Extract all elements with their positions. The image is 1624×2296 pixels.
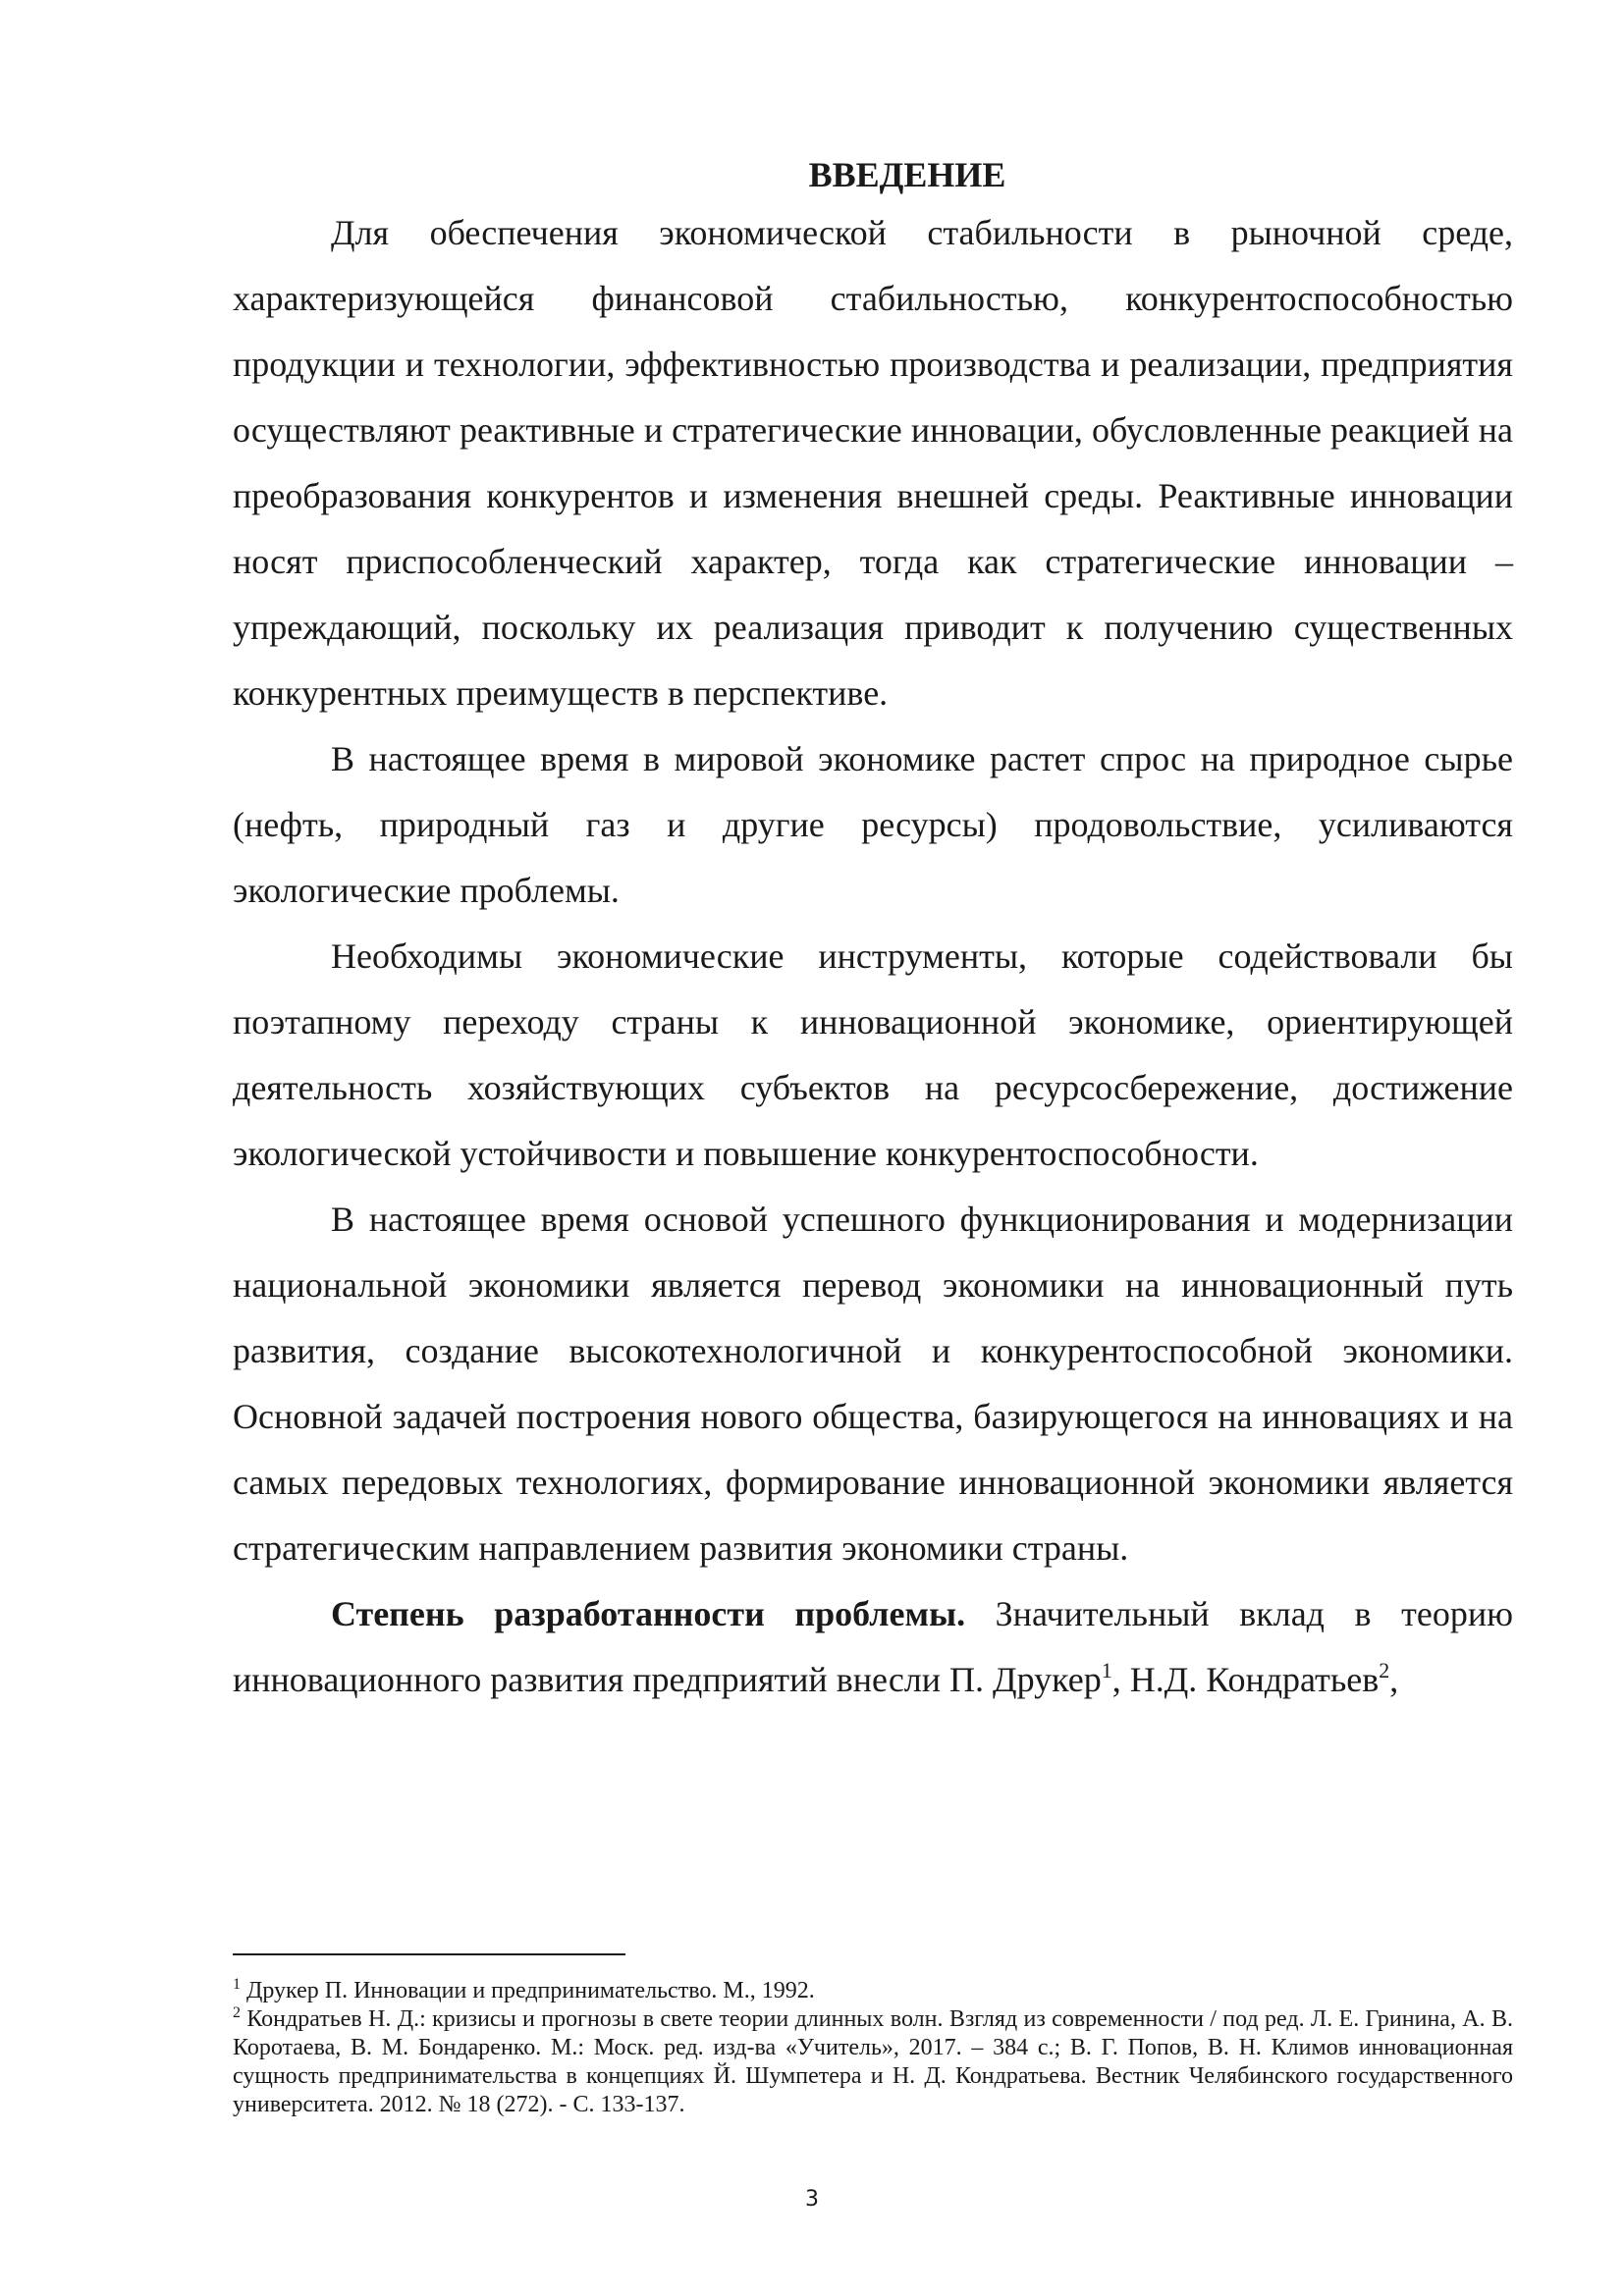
paragraph-5-text-3: ,	[1389, 1660, 1399, 1699]
footnotes	[233, 1953, 1513, 2119]
paragraph-5	[233, 1581, 1513, 1713]
footnote-separator	[233, 1953, 625, 1955]
footnote-mark-2: 2	[233, 2004, 241, 2021]
paragraph-5-text-2: , Н.Д. Кондратьев	[1111, 1660, 1380, 1699]
footnote-ref-1[interactable]: 1	[1101, 1658, 1112, 1682]
footnote-text-1: Друкер П. Инновации и предпринимательство. М., 1992.	[241, 1978, 815, 2003]
footnote-text-2: Кондратьев Н. Д.: кризисы и прогнозы в свете теории длинных волн. Взгляд из современности / под ред. Л. Е. Гринина, А. В. Коротаева, В. М. Бондаренко. М.: Моск. ред. изд-ва «Учитель», 2017. – 384 с.; В. Г. Попов, В. Н. Климов инновационная сущность предпринимательства в концепциях Й. Шумпетера и Н. Д. Кондратьева. Вестник Челябинского государственного университета. 2012. № 18 (272). - С. 133-137.	[233, 2006, 1513, 2117]
footnote-ref-2[interactable]: 2	[1379, 1658, 1390, 1682]
paragraph-4: В настоящее время основой успешного функционирования и модернизации национальной экономики является перевод экономики на инновационный путь развития, создание высокотехнологичной и конкурентоспособной экономики. Основной задачей построения нового общества, базирующегося на инновациях и на самых передовых технологиях, формирование инновационной экономики является стратегическим направлением развития экономики страны.	[233, 1200, 1513, 1568]
footnote-mark-1: 1	[233, 1976, 241, 1993]
page-number: 3	[805, 2187, 819, 2212]
footnote-2	[233, 2005, 1513, 2119]
section-lead: Степень разработанности проблемы.	[331, 1594, 966, 1633]
footnote-1	[233, 1977, 1513, 2005]
paragraph-1: Для обеспечения экономической стабильности в рыночной среде, характеризующейся финансовой стабильностью, конкурентоспособностью продукции и технологии, эффективностью производства и реализации, предприятия осуществляют реактивные и стратегические инновации, обусловленные реакцией на преобразования конкурентов и изменения внешней среды. Реактивные инновации носят приспособленческий характер, тогда как стратегические инновации – упреждающий, поскольку их реализация приводит к получению существенных конкурентных преимуществ в перспективе.	[233, 213, 1513, 713]
page-title: ВВЕДЕНИЕ	[808, 155, 1006, 194]
main-text	[233, 149, 1513, 1713]
paragraph-2: В настоящее время в мировой экономике растет спрос на природное сырье (нефть, природный газ и другие ресурсы) продовольствие, усиливаются экологические проблемы.	[233, 739, 1513, 910]
paragraph-3: Необходимы экономические инструменты, которые содействовали бы поэтапному переходу страны к инновационной экономике, ориентирующей деятельность хозяйствующих субъектов на ресурсосбережение, достижение экологической устойчивости и повышение конкурентоспособности.	[233, 936, 1513, 1173]
paragraph-5-text-1: Значительный вклад в теорию инновационного развития предприятий внесли П. Друкер	[233, 1594, 1513, 1699]
